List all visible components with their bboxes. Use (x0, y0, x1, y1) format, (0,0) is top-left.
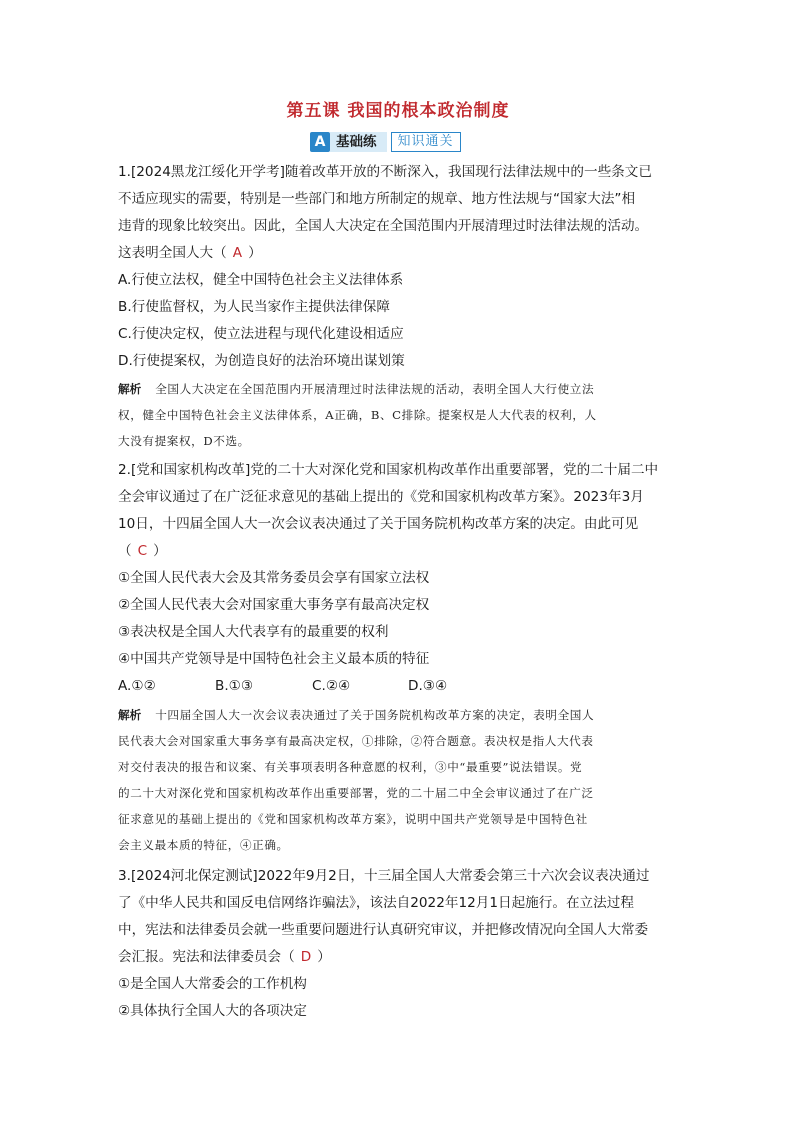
q2-answer: C (137, 543, 148, 559)
q1-stem-line-2: 不适应现实的需要，特别是一些部门和地方所制定的规章、地方性法规与“国家大法”相 (118, 191, 636, 207)
q1-explanation-line-2: 权，健全中国特色社会主义法律体系，A正确，B、C排除。提案权是人大代表的权利，人 (118, 408, 597, 422)
q2-paren-close: ） (153, 543, 167, 559)
lesson-title: 第五课 我国的根本政治制度 (286, 101, 510, 121)
q1-paren-close: ） (248, 245, 262, 261)
q2-choice-a: A.①② (118, 678, 156, 694)
q2-stem-line-1: 2.[党和国家机构改革]党的二十大对深化党和国家机构改革作出重要部署，党的二十届二中 (118, 462, 659, 478)
q2-item-1: ①全国人民代表大会及其常务委员会享有国家立法权 (118, 570, 430, 586)
q1-explanation-line-1 (118, 380, 594, 398)
level-a-icon: A (310, 132, 330, 152)
q2-item-4: ④中国共产党领导是中国特色社会主义最本质的特征 (118, 651, 430, 667)
q2-stem-line-2: 全会审议通过了在广泛征求意见的基础上提出的《党和国家机构改革方案》。2023年3月 (118, 489, 644, 505)
q2-paren-open: （ (118, 543, 132, 559)
level-label: 基础练 (330, 132, 387, 152)
q2-explanation-line-5: 征求意见的基础上提出的《党和国家机构改革方案》，说明中国共产党领导是中国特色社 (118, 812, 588, 826)
q1-explanation-line-3: 大没有提案权，D不选。 (118, 434, 250, 448)
q1-answer: A (232, 245, 243, 261)
q2-stem-line-4 (118, 541, 167, 561)
q1-stem-tail: 这表明全国人大（ (118, 245, 227, 261)
q2-explanation-line-1 (118, 706, 594, 724)
q2-explanation-line-6: 会主义最本质的特征，④正确。 (118, 838, 289, 852)
q2-choice-c: C.②④ (312, 678, 351, 694)
q1-option-b: B.行使监督权，为人民当家作主提供法律保障 (118, 299, 390, 315)
q2-explanation-text-1: 十四届全国人大一次会议表决通过了关于国务院机构改革方案的决定，表明全国人 (155, 708, 595, 722)
q2-explanation-label: 解析 (118, 708, 142, 722)
q2-explanation-line-2: 民代表大会对国家重大事务享有最高决定权，①排除，②符合题意。表决权是指人大代表 (118, 734, 594, 748)
section-banner (310, 131, 461, 153)
q1-stem-line-3: 违背的现象比较突出。因此，全国人大决定在全国范围内开展清理过时法律法规的活动。 (118, 218, 649, 234)
q2-choice-d: D.③④ (408, 678, 448, 694)
q2-choice-b: B.①③ (215, 678, 254, 694)
q1-stem-line-4 (118, 243, 262, 263)
q3-paren-close: ） (317, 949, 331, 965)
q2-choices (118, 676, 447, 696)
q3-stem-line-4 (118, 947, 331, 967)
q3-stem-line-1: 3.[2024河北保定测试]2022年9月2日，十三届全国人大常委会第三十六次会议表决通过 (118, 868, 650, 884)
q2-item-3: ③表决权是全国人大代表享有的最重要的权利 (118, 624, 389, 640)
q3-stem-line-3: 中，宪法和法律委员会就一些重要问题进行认真研究审议，并把修改情况向全国人大常委 (118, 922, 649, 938)
q2-explanation-line-4: 的二十大对深化党和国家机构改革作出重要部署，党的二十届二中全会审议通过了在广泛 (118, 786, 594, 800)
q1-explanation-label: 解析 (118, 382, 142, 396)
q1-option-a: A.行使立法权，健全中国特色社会主义法律体系 (118, 272, 404, 288)
q1-option-d: D.行使提案权，为创造良好的法治环境出谋划策 (118, 353, 405, 369)
q1-stem-line-1: 1.[2024黑龙江绥化开学考]随着改革开放的不断深入，我国现行法律法规中的一些条文已 (118, 164, 652, 180)
q2-stem-line-3: 10日，十四届全国人大一次会议表决通过了关于国务院机构改革方案的决定。由此可见 (118, 516, 639, 532)
q2-explanation-line-3: 对交付表决的报告和议案、有关事项表明各种意愿的权利，③中“最重要”说法错误。党 (118, 760, 583, 774)
q3-item-2: ②具体执行全国人大的各项决定 (118, 1003, 307, 1019)
q1-option-c: C.行使决定权，使立法进程与现代化建设相适应 (118, 326, 404, 342)
q3-stem-line-2: 了《中华人民共和国反电信网络诈骗法》，该法自2022年12月1日起施行。在立法过程 (118, 895, 634, 911)
q1-explanation-text-1: 全国人大决定在全国范围内开展清理过时法律法规的活动，表明全国人大行使立法 (155, 382, 595, 396)
level-tag: 知识通关 (391, 132, 461, 152)
q3-answer: D (300, 949, 312, 965)
q3-stem-tail: 会汇报。宪法和法律委员会（ (118, 949, 295, 965)
q2-item-2: ②全国人民代表大会对国家重大事务享有最高决定权 (118, 597, 430, 613)
q3-item-1: ①是全国人大常委会的工作机构 (118, 976, 307, 992)
